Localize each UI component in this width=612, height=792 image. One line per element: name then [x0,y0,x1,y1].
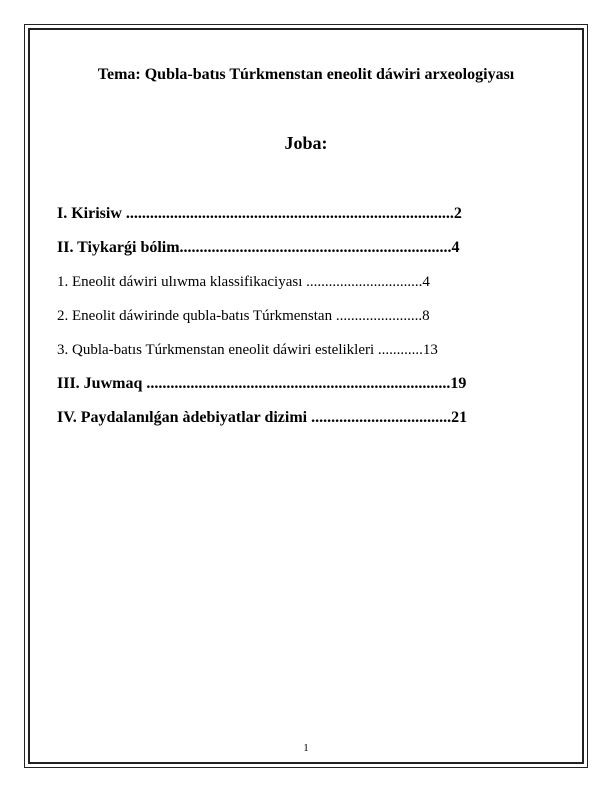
page-number: 1 [303,742,309,754]
toc-entry-southwest-turkmenistan: 2. Eneolit dáwirinde qubla-batıs Túrkmenstan .......................8 [57,308,430,324]
toc-entry-main-part: II. Tiykarǵi bólim....................................................................4 [57,239,460,256]
document-title: Tema: Qubla-batıs Túrkmenstan eneolit dáwiri arxeologiyası [97,66,515,83]
toc-entry-references: IV. Paydalanılǵan àdebiyatlar dizimi ...................................21 [57,409,468,426]
toc-entry-introduction: I. Kirisiw ..................................................................................2 [57,205,462,222]
toc-entry-conclusion: III. Juwmaq ............................................................................19 [57,375,467,392]
toc-entry-monuments: 3. Qubla-batıs Túrkmenstan eneolit dáwiri estelikleri ............13 [57,342,438,358]
toc-heading: Joba: [284,133,328,153]
toc-entry-classification: 1. Eneolit dáwiri ulıwma klassifikaciyası ...............................4 [57,274,430,290]
table-of-contents [57,204,557,442]
